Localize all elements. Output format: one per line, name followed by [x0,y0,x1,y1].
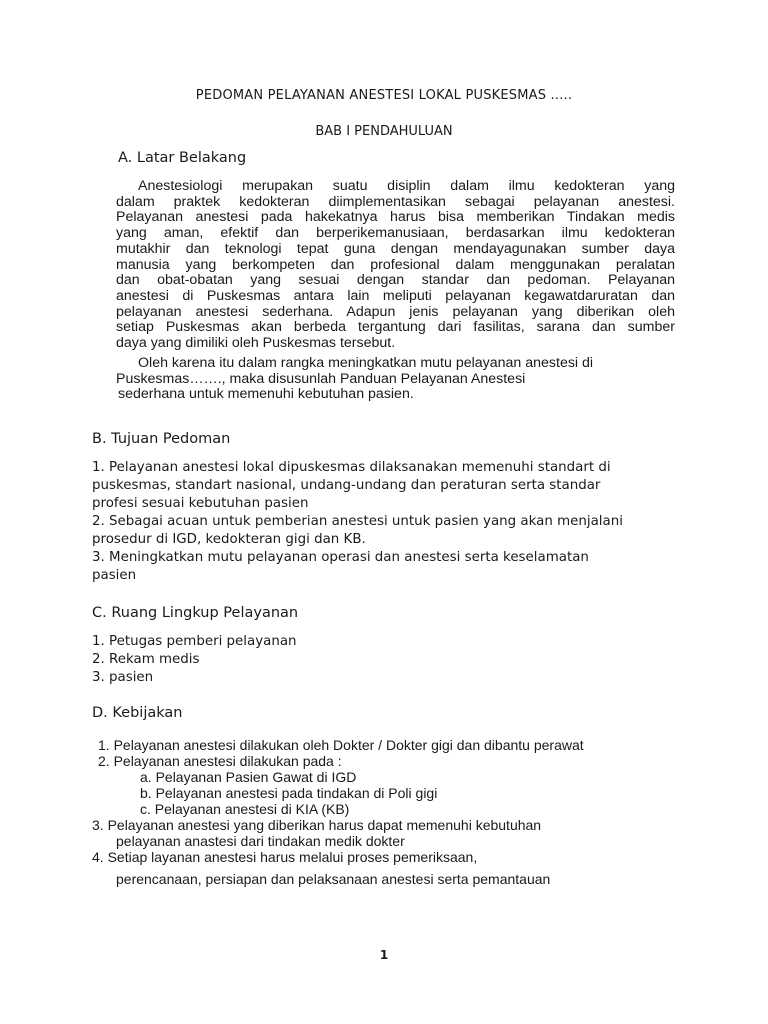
list-item-continuation: pelayanan anastesi dari tindakan medik dokter [116,833,405,849]
sub-list-item: c. Pelayanan anestesi di KIA (KB) [140,801,350,817]
text-line: Oleh karena itu dalam rangka meningkatkan mutu pelayanan anestesi di [138,355,594,371]
list-item: 3. Meningkatkan mutu pelayanan operasi dan anestesi serta keselamatan [92,550,589,565]
text-line: Anestesiologi merupakan suatu disiplin dalam ilmu kedokteran yang [138,178,675,194]
section-d-list [92,737,584,887]
list-item: 2. Sebagai acuan untuk pemberian anestesi untuk pasien yang akan menjalani [92,514,623,529]
text-line: sederhana untuk memenuhi kebutuhan pasien. [118,386,414,403]
text-line: Puskesmas……., maka disusunlah Panduan Pelayanan Anestesi [116,370,526,387]
list-item: 4. Setiap layanan anestesi harus melalui proses pemeriksaan, [92,849,478,865]
text-line: pelayanan anestesi sederhana. Adapun jenis pelayanan yang diberikan oleh [116,303,675,320]
list-item-continuation: perencanaan, persiapan dan pelaksanaan anestesi serta pemantauan [116,871,551,887]
text-line: dan obat-obatan yang sesuai dengan standar dan pedoman. Pelayanan [116,272,675,289]
text-line: yang aman, efektif dan berperikemanusiaan, berdasarkan ilmu kedokteran [116,225,675,242]
section-c-list [92,633,297,687]
list-item: 1. Pelayanan anestesi dilakukan oleh Dokter / Dokter gigi dan dibantu perawat [98,737,584,753]
text-line: daya yang dimiliki oleh Puskesmas tersebut. [116,335,396,352]
list-item: 1. Pelayanan anestesi lokal dipuskesmas dilaksanakan memenuhi standart di [92,460,611,475]
list-item: 2. Pelayanan anestesi dilakukan pada : [98,753,342,769]
chapter-heading: BAB I PENDAHULUAN [315,124,453,139]
list-item: 3. pasien [92,670,154,685]
list-item: pasien [92,568,137,583]
list-item: prosedur di IGD, kedokteran gigi dan KB. [92,532,366,547]
section-b-list [92,459,623,585]
section-d-heading: D. Kebijakan [92,705,183,721]
list-item: 1. Petugas pemberi pelayanan [92,634,297,649]
section-a-paragraph-2 [116,356,675,403]
sub-list-item: b. Pelayanan anestesi pada tindakan di Poli gigi [140,785,438,801]
text-line: Pelayanan anestesi pada hakekatnya harus bisa memberikan Tindakan medis [116,209,675,226]
document-title: PEDOMAN PELAYANAN ANESTESI LOKAL PUSKESMAS ..... [195,88,573,103]
section-b-heading: B. Tujuan Pedoman [92,431,231,447]
section-c-heading: C. Ruang Lingkup Pelayanan [92,605,299,621]
section-a-paragraph-1 [116,179,675,352]
section-a-heading: A. Latar Belakang [118,150,247,166]
sub-list-item: a. Pelayanan Pasien Gawat di IGD [140,769,357,785]
text-line: anestesi di Puskesmas antara lain meliputi pelayanan kegawatdaruratan dan [116,287,675,304]
text-line: setiap Puskesmas akan berbeda tergantung dari fasilitas, sarana dan sumber [116,319,675,336]
list-item: puskesmas, standart nasional, undang-undang dan peraturan serta standar [92,478,601,493]
text-line: mutakhir dan teknologi tepat guna dengan mendayagunakan sumber daya [116,240,675,257]
page-number: 1 [379,948,389,962]
text-line: manusia yang berkompeten dan profesional dalam menggunakan peralatan [116,256,675,273]
list-item: 2. Rekam medis [92,652,200,667]
list-item: 3. Pelayanan anestesi yang diberikan harus dapat memenuhi kebutuhan [92,817,542,833]
text-line: dalam praktek kedokteran diimplementasikan sebagai pelayanan anestesi. [116,193,675,210]
list-item: profesi sesuai kebutuhan pasien [92,496,309,511]
